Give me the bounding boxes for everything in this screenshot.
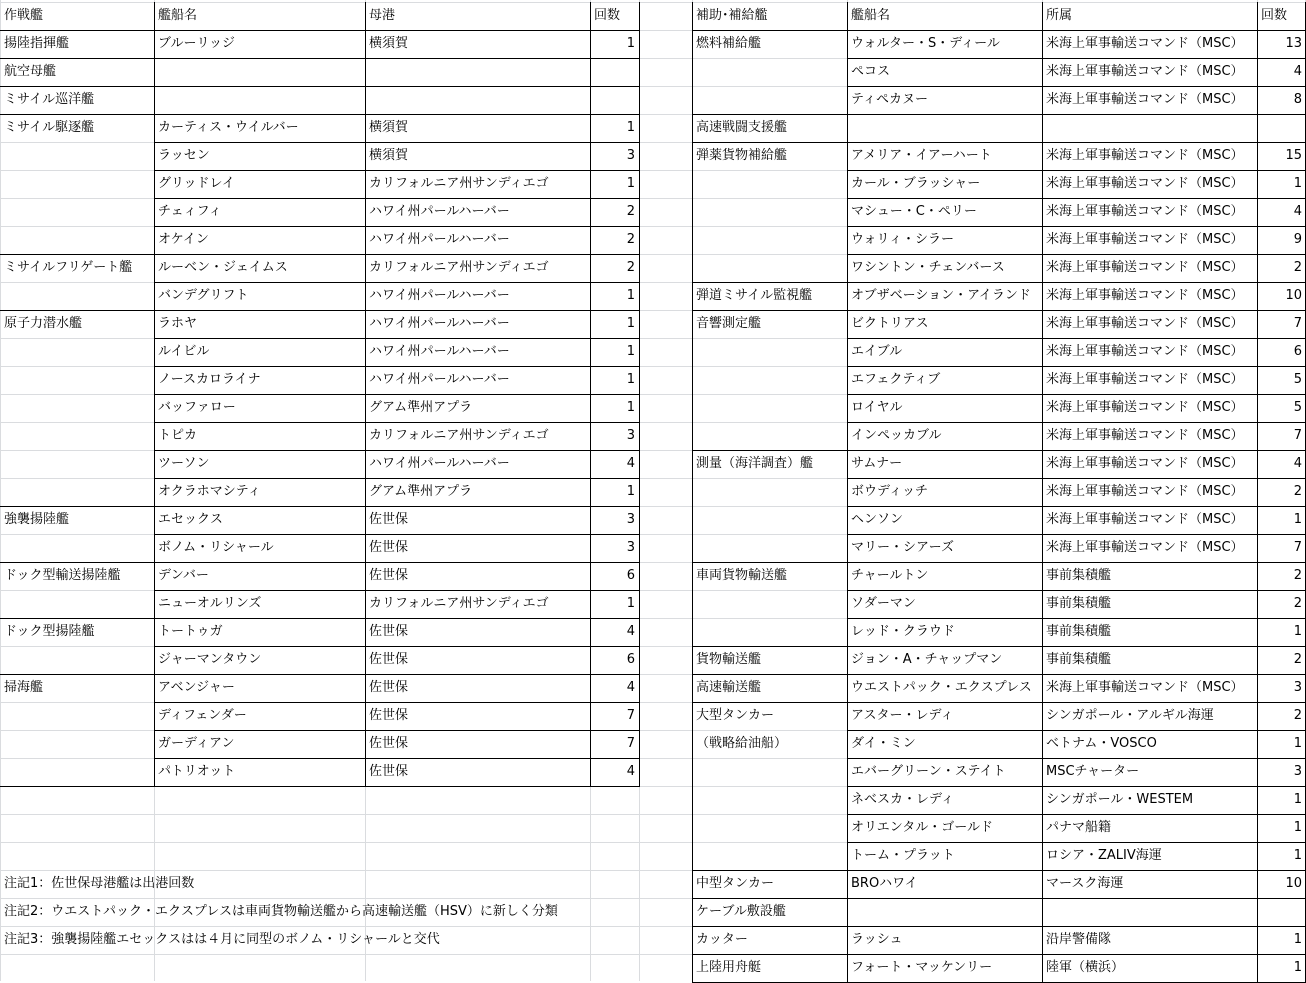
right-cell (692, 338, 847, 366)
right-header-0: 補助･補給艦 (696, 8, 768, 23)
left-cell: 3 (626, 428, 635, 443)
left-cell: ツーソン (158, 456, 210, 471)
left-cell: 2 (626, 204, 635, 219)
left-cell: カリフォルニア州サンディエゴ (369, 428, 549, 443)
right-cell (692, 422, 847, 450)
right-cell (692, 534, 847, 562)
right-cell: 1 (1293, 736, 1302, 751)
left-cell: 佐世保 (369, 540, 409, 555)
left-cell: 強襲揚陸艦 (4, 512, 70, 527)
right-cell: エフェクティブ (851, 372, 941, 387)
left-cell: 1 (626, 120, 635, 135)
right-cell: 4 (1293, 204, 1302, 219)
right-cell (692, 758, 847, 786)
right-cell (692, 786, 847, 814)
left-cell: ミサイル巡洋艦 (4, 92, 95, 107)
left-cell: ドック型輸送揚陸艦 (4, 568, 121, 583)
left-cell (0, 170, 154, 198)
left-cell: 佐世保 (369, 680, 409, 695)
right-cell: カール・ブラッシャー (851, 176, 981, 191)
left-cell (0, 394, 154, 422)
right-cell: 米海上軍事輸送コマンド（MSC） (1046, 484, 1244, 499)
right-cell: 車両貨物輸送艦 (696, 568, 788, 583)
left-cell: ハワイ州パールハーバー (369, 288, 510, 303)
left-cell: グアム準州アプラ (369, 484, 473, 499)
right-cell (692, 478, 847, 506)
left-cell (0, 282, 154, 310)
left-header-2: 母港 (369, 8, 396, 23)
left-cell (0, 198, 154, 226)
left-cell: ジャーマンタウン (158, 652, 262, 667)
right-cell (692, 842, 847, 870)
left-cell: ボノム・リシャール (158, 540, 274, 555)
right-cell: ネベスカ・レディ (851, 792, 954, 807)
right-cell: 2 (1293, 568, 1302, 583)
left-cell: 佐世保 (369, 764, 409, 779)
left-cell: 1 (626, 344, 635, 359)
right-cell (692, 506, 847, 534)
left-cell: 佐世保 (369, 512, 409, 527)
right-cell (692, 58, 847, 86)
left-cell: 佐世保 (369, 624, 409, 639)
right-cell (692, 254, 847, 282)
left-cell: 3 (626, 148, 635, 163)
right-cell: オリエンタル・ゴールド (851, 820, 993, 835)
left-cell: ディフェンダー (158, 708, 247, 723)
right-cell: 3 (1293, 764, 1302, 779)
right-cell: 高速戦闘支援艦 (696, 120, 788, 135)
right-cell: 10 (1285, 288, 1302, 303)
note-2: 注記2：ウエストパック・エクスプレスは車両貨物輸送艦から高速輸送艦（HSV）に新しく分類 (4, 904, 558, 919)
left-cell (0, 142, 154, 170)
left-cell (0, 338, 154, 366)
right-cell: 2 (1293, 652, 1302, 667)
left-header-3: 回数 (594, 8, 621, 23)
right-cell: 1 (1293, 960, 1302, 975)
left-cell: 6 (626, 568, 635, 583)
right-cell: ウォルター・S・ディール (851, 36, 1000, 51)
note-3: 注記3：強襲揚陸艦エセックスはは４月に同型のボノム・リシャールと交代 (4, 932, 440, 947)
right-cell: 事前集積艦 (1046, 624, 1112, 639)
right-cell: ビクトリアス (851, 316, 929, 331)
right-cell: 貨物輸送艦 (696, 652, 762, 667)
right-cell: 2 (1293, 708, 1302, 723)
left-cell: ガーディアン (158, 736, 235, 751)
left-cell: 1 (626, 288, 635, 303)
left-cell (590, 86, 639, 114)
right-cell: 事前集積艦 (1046, 652, 1112, 667)
right-cell: シンガポール・WESTEM (1046, 792, 1194, 807)
left-cell: カリフォルニア州サンディエゴ (369, 596, 549, 611)
right-cell: 弾道ミサイル監視艦 (696, 288, 813, 303)
right-cell: 9 (1293, 232, 1302, 247)
left-cell: オクラホマシティ (158, 484, 261, 499)
left-cell: パトリオット (158, 764, 236, 779)
right-cell: エバーグリーン・ステイト (851, 764, 1006, 779)
left-cell: ハワイ州パールハーバー (369, 372, 510, 387)
right-cell: ウォリィ・シラー (851, 232, 954, 247)
left-cell: 4 (626, 624, 635, 639)
right-cell: 1 (1293, 176, 1302, 191)
right-cell: 1 (1293, 820, 1302, 835)
right-cell: サムナー (851, 456, 903, 471)
left-cell: ミサイルフリゲート艦 (4, 260, 133, 275)
right-cell: 陸軍（横浜） (1046, 960, 1125, 975)
left-cell: ハワイ州パールハーバー (369, 344, 510, 359)
right-cell: 音響測定艦 (696, 316, 762, 331)
right-cell: 1 (1293, 512, 1302, 527)
left-cell: 原子力潜水艦 (4, 316, 83, 331)
right-cell: ベトナム・VOSCO (1046, 736, 1157, 751)
left-cell: 掃海艦 (4, 680, 44, 695)
left-cell (0, 226, 154, 254)
left-cell: 佐世保 (369, 568, 409, 583)
right-cell: BROハワイ (851, 876, 918, 891)
right-cell (847, 898, 1042, 926)
right-cell: ラッシュ (851, 932, 903, 947)
right-cell (692, 618, 847, 646)
left-cell: チェィフィ (158, 204, 222, 219)
right-cell: 高速輸送艦 (696, 680, 762, 695)
left-cell (0, 590, 154, 618)
left-cell: 横須賀 (369, 36, 409, 51)
left-cell: 7 (626, 736, 635, 751)
right-cell: ペコス (851, 64, 891, 79)
left-cell: ルイビル (158, 344, 210, 359)
right-cell: ワシントン・チェンバース (851, 260, 1005, 275)
right-cell: ボウディッチ (851, 484, 928, 499)
right-cell: 2 (1293, 596, 1302, 611)
right-cell: 上陸用舟艇 (696, 960, 762, 975)
right-cell: （戦略給油船） (696, 736, 788, 751)
left-cell: 1 (626, 596, 635, 611)
left-cell: ドック型揚陸艦 (4, 624, 95, 639)
right-cell (692, 394, 847, 422)
left-cell: 4 (626, 764, 635, 779)
left-cell (0, 758, 154, 786)
right-cell: 米海上軍事輸送コマンド（MSC） (1046, 680, 1244, 695)
left-cell (0, 702, 154, 730)
right-cell (1042, 114, 1257, 142)
left-cell: グアム準州アプラ (369, 400, 473, 415)
right-cell: ウエストパック・エクスプレス (851, 680, 1032, 695)
left-cell: 6 (626, 652, 635, 667)
right-header-1: 艦船名 (851, 8, 891, 23)
right-cell: 大型タンカー (696, 708, 775, 723)
right-cell: レッド・クラウド (851, 624, 955, 639)
left-cell: 横須賀 (369, 148, 409, 163)
left-cell: ブルーリッジ (158, 36, 235, 51)
left-cell: 佐世保 (369, 652, 409, 667)
right-cell: 米海上軍事輸送コマンド（MSC） (1046, 260, 1244, 275)
right-cell: マースク海運 (1046, 876, 1124, 891)
left-cell: デンバー (158, 568, 209, 583)
right-cell (692, 226, 847, 254)
left-cell (0, 646, 154, 674)
right-cell: ジョン・A・チャップマン (851, 652, 1003, 667)
right-cell: ケーブル敷設艦 (696, 904, 786, 919)
right-cell: ヘンソン (851, 512, 904, 527)
right-cell: 米海上軍事輸送コマンド（MSC） (1046, 148, 1244, 163)
right-cell: MSCチャーター (1046, 764, 1140, 779)
left-cell: ハワイ州パールハーバー (369, 232, 510, 247)
right-header-3: 回数 (1261, 8, 1288, 23)
right-cell: 5 (1293, 372, 1302, 387)
right-cell: 6 (1293, 344, 1302, 359)
right-cell: 米海上軍事輸送コマンド（MSC） (1046, 372, 1244, 387)
right-cell: チャールトン (851, 568, 929, 583)
left-cell: 佐世保 (369, 736, 409, 751)
left-header-1: 艦船名 (158, 8, 198, 23)
left-cell (590, 58, 639, 86)
right-cell: ロシア・ZALIV海運 (1046, 848, 1162, 863)
right-cell: 測量（海洋調査）艦 (696, 456, 814, 471)
right-cell: 中型タンカー (696, 876, 775, 891)
right-cell: シンガポール・アルギル海運 (1046, 708, 1214, 723)
right-cell: 米海上軍事輸送コマンド（MSC） (1046, 64, 1244, 79)
left-cell: 航空母艦 (4, 64, 57, 79)
right-cell: カッター (696, 932, 748, 947)
left-cell: バンデグリフト (158, 288, 249, 303)
right-cell: 米海上軍事輸送コマンド（MSC） (1046, 92, 1244, 107)
left-cell: 4 (626, 680, 635, 695)
right-cell: 燃料補給艦 (696, 36, 762, 51)
right-cell: 15 (1285, 148, 1302, 163)
left-cell: ルーベン・ジェイムス (158, 260, 288, 275)
right-cell: マシュー・C・ペリー (851, 204, 977, 219)
left-cell (0, 478, 154, 506)
right-cell: アメリア・イアーハート (851, 148, 992, 163)
right-cell: 米海上軍事輸送コマンド（MSC） (1046, 36, 1244, 51)
right-cell: 5 (1293, 400, 1302, 415)
left-cell: グリッドレイ (158, 176, 235, 191)
right-cell: インペッカブル (851, 428, 942, 443)
right-cell: 米海上軍事輸送コマンド（MSC） (1046, 288, 1244, 303)
left-cell: 1 (626, 400, 635, 415)
border-v (639, 2, 640, 787)
right-cell: 4 (1293, 456, 1302, 471)
right-cell: 2 (1293, 260, 1302, 275)
note-1: 注記1：佐世保母港艦は出港回数 (4, 876, 195, 891)
left-cell: 3 (626, 512, 635, 527)
left-cell: トピカ (158, 428, 198, 443)
left-cell: 1 (626, 176, 635, 191)
right-cell: 1 (1293, 792, 1302, 807)
left-cell: 揚陸指揮艦 (4, 36, 70, 51)
left-cell (0, 366, 154, 394)
right-cell: 米海上軍事輸送コマンド（MSC） (1046, 176, 1244, 191)
left-cell (154, 86, 365, 114)
right-cell: 米海上軍事輸送コマンド（MSC） (1046, 540, 1244, 555)
left-cell (365, 58, 590, 86)
right-cell (692, 198, 847, 226)
right-cell (1257, 114, 1306, 142)
right-cell: 8 (1293, 92, 1302, 107)
left-cell: ハワイ州パールハーバー (369, 204, 510, 219)
right-cell (692, 366, 847, 394)
right-cell (692, 590, 847, 618)
right-header-2: 所属 (1046, 8, 1073, 23)
right-cell: ティペカヌー (851, 92, 928, 107)
right-cell: 米海上軍事輸送コマンド（MSC） (1046, 204, 1244, 219)
right-cell: 13 (1285, 36, 1302, 51)
left-cell: 2 (626, 232, 635, 247)
right-cell: 10 (1285, 876, 1302, 891)
left-cell: バッファロー (158, 400, 236, 415)
right-cell (847, 114, 1042, 142)
left-cell: トートゥガ (158, 624, 223, 639)
left-cell: 3 (626, 540, 635, 555)
right-cell (1257, 898, 1306, 926)
right-cell: 米海上軍事輸送コマンド（MSC） (1046, 400, 1244, 415)
left-cell (154, 58, 365, 86)
left-cell (0, 534, 154, 562)
left-cell: 1 (626, 484, 635, 499)
left-cell (0, 450, 154, 478)
left-cell: カリフォルニア州サンディエゴ (369, 260, 549, 275)
right-cell (692, 814, 847, 842)
left-cell: ラホヤ (158, 316, 198, 331)
right-cell: 事前集積艦 (1046, 568, 1112, 583)
right-cell: 7 (1293, 428, 1302, 443)
right-cell: 弾薬貨物補給艦 (696, 148, 788, 163)
left-cell: アベンジャー (158, 680, 235, 695)
left-cell: 4 (626, 456, 635, 471)
right-cell: ダイ・ミン (851, 736, 916, 751)
right-cell: アスター・レディ (851, 708, 954, 723)
left-cell: ニューオルリンズ (158, 596, 262, 611)
right-cell (692, 170, 847, 198)
left-cell: ミサイル駆逐艦 (4, 120, 95, 135)
right-cell: 米海上軍事輸送コマンド（MSC） (1046, 316, 1244, 331)
border-h (0, 786, 640, 787)
right-cell: 7 (1293, 540, 1302, 555)
right-cell: トーム・プラット (851, 848, 955, 863)
right-cell: 1 (1293, 932, 1302, 947)
left-header-0: 作戦艦 (4, 8, 44, 23)
left-cell (0, 730, 154, 758)
right-cell: 事前集積艦 (1046, 596, 1112, 611)
right-cell: 4 (1293, 64, 1302, 79)
right-cell: 米海上軍事輸送コマンド（MSC） (1046, 344, 1244, 359)
left-cell: 1 (626, 36, 635, 51)
left-cell: 1 (626, 316, 635, 331)
right-cell: 3 (1293, 680, 1302, 695)
right-cell: 2 (1293, 484, 1302, 499)
right-cell (692, 86, 847, 114)
right-cell: 沿岸警備隊 (1046, 932, 1112, 947)
right-cell: 米海上軍事輸送コマンド（MSC） (1046, 428, 1244, 443)
right-cell: 1 (1293, 848, 1302, 863)
right-cell: エイブル (851, 344, 903, 359)
right-cell: 米海上軍事輸送コマンド（MSC） (1046, 512, 1244, 527)
left-cell (365, 86, 590, 114)
left-cell: 1 (626, 372, 635, 387)
right-cell: 米海上軍事輸送コマンド（MSC） (1046, 232, 1244, 247)
right-cell: フォート・マッケンリー (851, 960, 993, 975)
left-cell: ノースカロライナ (158, 372, 261, 387)
right-cell: マリー・シアーズ (851, 540, 954, 555)
right-cell: パナマ船籍 (1046, 820, 1112, 835)
right-cell: 米海上軍事輸送コマンド（MSC） (1046, 456, 1244, 471)
left-cell: カーティス・ウイルバー (158, 120, 299, 135)
left-cell: ラッセン (158, 148, 210, 163)
left-cell: 横須賀 (369, 120, 409, 135)
left-cell: エセックス (158, 512, 223, 527)
left-cell: オケイン (158, 232, 209, 247)
left-cell: 佐世保 (369, 708, 409, 723)
right-cell: 7 (1293, 316, 1302, 331)
right-cell: オブザベーション・アイランド (851, 288, 1031, 303)
right-cell: ロイヤル (851, 400, 903, 415)
left-cell: 7 (626, 708, 635, 723)
left-cell: ハワイ州パールハーバー (369, 316, 510, 331)
left-cell (0, 422, 154, 450)
left-cell: ハワイ州パールハーバー (369, 456, 510, 471)
left-cell: 2 (626, 260, 635, 275)
left-cell: カリフォルニア州サンディエゴ (369, 176, 549, 191)
right-cell: ソダーマン (851, 596, 916, 611)
right-cell (1042, 898, 1257, 926)
right-cell: 1 (1293, 624, 1302, 639)
